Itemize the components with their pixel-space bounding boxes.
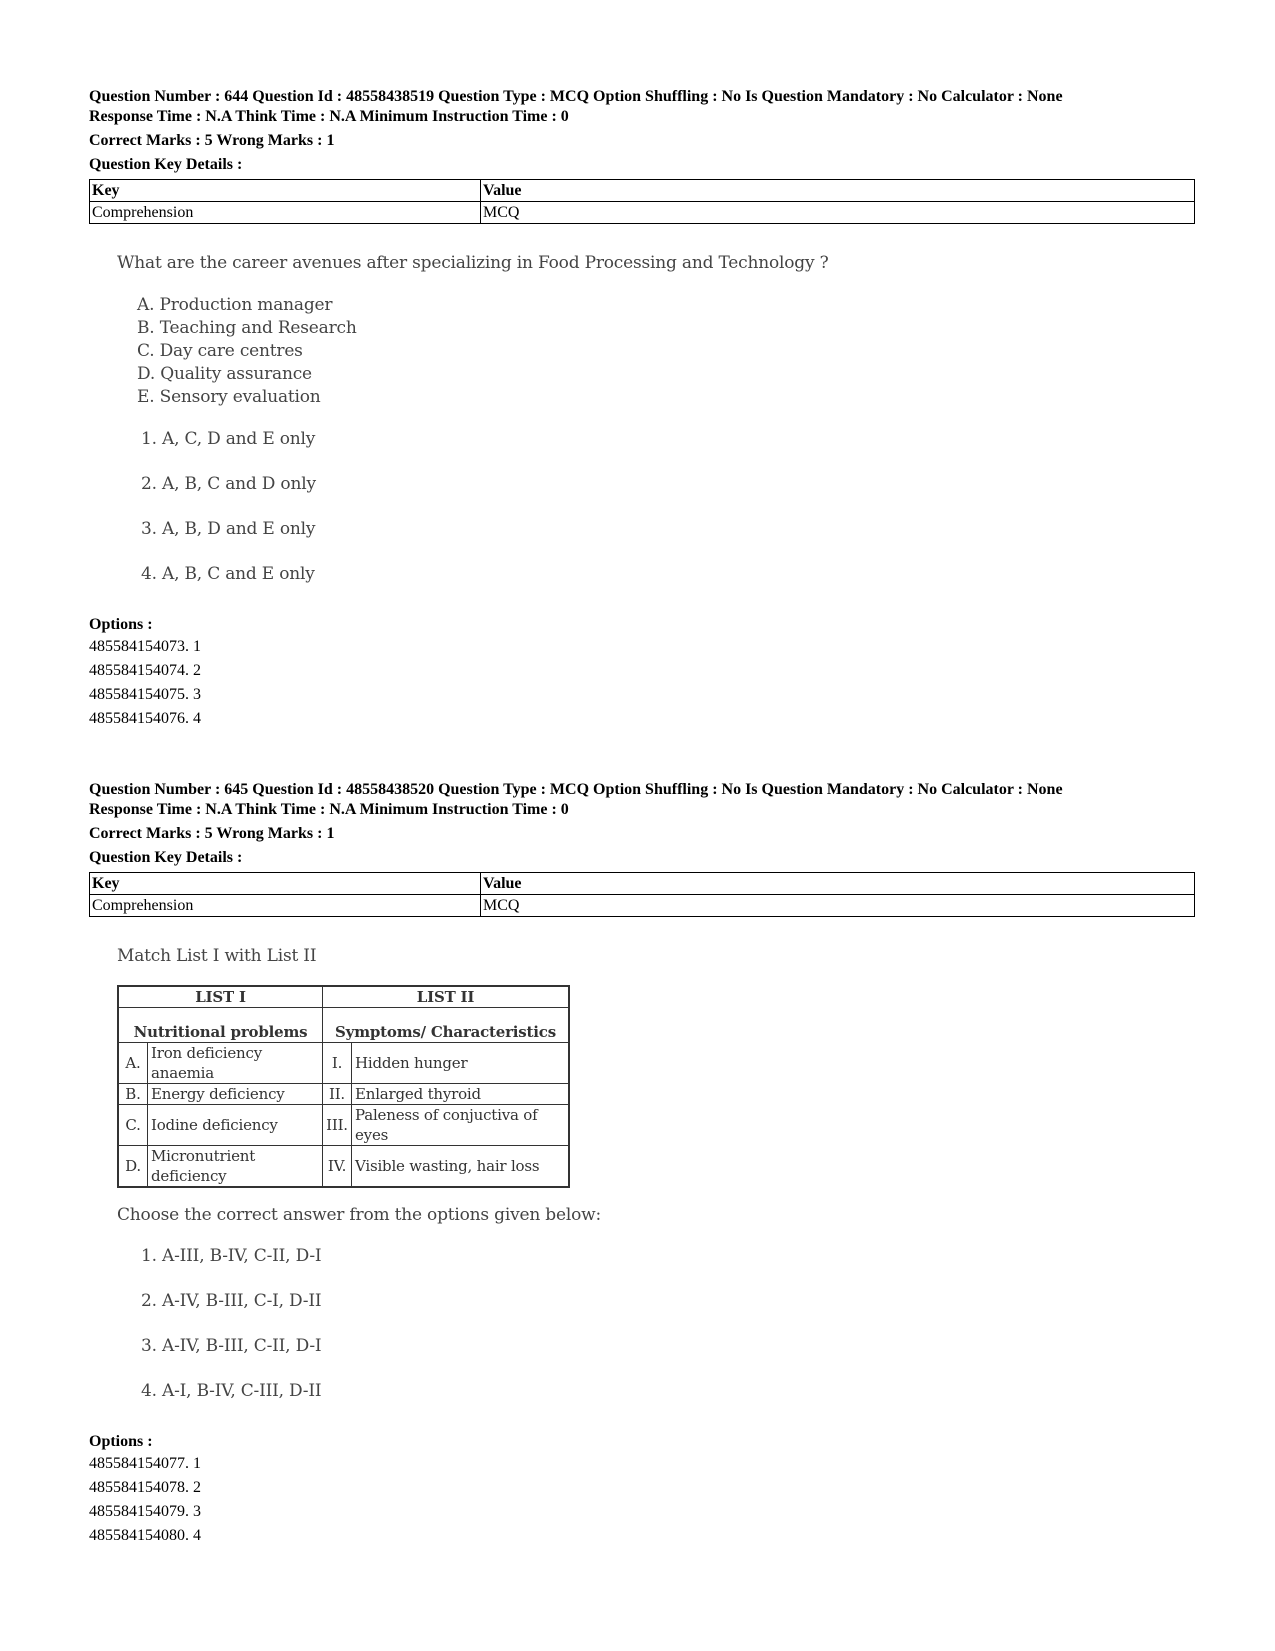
question-block-645 [89, 780, 1195, 1548]
list2-label: IV. [323, 1146, 352, 1188]
key-table-header-row [90, 873, 1195, 895]
question-block-644 [89, 87, 1195, 731]
choice-item: 1. A, C, D and E only [141, 429, 316, 449]
question-image [117, 945, 1195, 1402]
match-table-subtitle-row [118, 1008, 569, 1043]
value-cell: MCQ [481, 895, 1195, 917]
choice-item: 1. A-III, B-IV, C-II, D-I [141, 1246, 322, 1266]
match-table-title-row [118, 986, 569, 1008]
question-meta-line1: Question Number : 644 Question Id : 48558438519 Question Type : MCQ Option Shuffling : No Is Question Mandatory : No Calculator : None [89, 88, 1063, 105]
list2-label: I. [323, 1043, 352, 1084]
match-table-row [118, 1084, 569, 1105]
option-item: 485584154079. 3 [89, 1503, 201, 1520]
option-item: 485584154075. 3 [89, 686, 201, 703]
options-label: Options : [89, 1433, 153, 1450]
key-details-label: Question Key Details : [89, 156, 243, 173]
statement-item: A. Production manager [137, 295, 333, 315]
key-header: Key [90, 873, 481, 895]
list1-item: Iodine deficiency [148, 1105, 323, 1146]
list1-title: LIST I [118, 986, 323, 1008]
list1-label: A. [118, 1043, 148, 1084]
statement-item: C. Day care centres [137, 341, 303, 361]
list2-subtitle: Symptoms/ Characteristics [323, 1008, 570, 1043]
list2-title: LIST II [323, 986, 570, 1008]
choice-item: 3. A-IV, B-III, C-II, D-I [141, 1336, 322, 1356]
choice-list [141, 428, 1195, 585]
choice-list [141, 1245, 1195, 1402]
options-label: Options : [89, 616, 153, 633]
key-details-table [89, 179, 1195, 224]
match-table-row [118, 1043, 569, 1084]
match-list-table [117, 985, 570, 1188]
list2-label: III. [323, 1105, 352, 1146]
instruction-text: Choose the correct answer from the options given below: [117, 1205, 601, 1225]
key-details-label: Question Key Details : [89, 849, 243, 866]
key-table-header-row [90, 180, 1195, 202]
list1-item: Iron deficiency anaemia [148, 1043, 323, 1084]
list2-item: Hidden hunger [352, 1043, 570, 1084]
list1-item: Micronutrient deficiency [148, 1146, 323, 1188]
question-image [117, 252, 1195, 585]
choice-item: 4. A-I, B-IV, C-III, D-II [141, 1381, 322, 1401]
list1-label: B. [118, 1084, 148, 1105]
question-marks: Correct Marks : 5 Wrong Marks : 1 [89, 132, 335, 149]
list2-item: Enlarged thyroid [352, 1084, 570, 1105]
question-marks: Correct Marks : 5 Wrong Marks : 1 [89, 825, 335, 842]
option-item: 485584154074. 2 [89, 662, 201, 679]
key-cell: Comprehension [90, 202, 481, 224]
statement-list [137, 294, 1195, 409]
statement-item: D. Quality assurance [137, 364, 312, 384]
statement-item: E. Sensory evaluation [137, 387, 321, 407]
choice-item: 3. A, B, D and E only [141, 519, 316, 539]
match-table-row [118, 1146, 569, 1188]
question-text: Match List I with List II [117, 946, 317, 966]
question-meta-line2: Response Time : N.A Think Time : N.A Minimum Instruction Time : 0 [89, 801, 569, 818]
choice-item: 2. A-IV, B-III, C-I, D-II [141, 1291, 322, 1311]
value-header: Value [481, 873, 1195, 895]
choice-item: 4. A, B, C and E only [141, 564, 315, 584]
list1-label: D. [118, 1146, 148, 1188]
option-item: 485584154078. 2 [89, 1479, 201, 1496]
list2-item: Paleness of conjuctiva of eyes [352, 1105, 570, 1146]
key-table-row [90, 895, 1195, 917]
option-item: 485584154073. 1 [89, 638, 201, 655]
question-meta-line2: Response Time : N.A Think Time : N.A Minimum Instruction Time : 0 [89, 108, 569, 125]
list2-label: II. [323, 1084, 352, 1105]
statement-item: B. Teaching and Research [137, 318, 357, 338]
question-meta-line1: Question Number : 645 Question Id : 48558438520 Question Type : MCQ Option Shuffling : No Is Question Mandatory : No Calculator : None [89, 781, 1063, 798]
list1-subtitle: Nutritional problems [118, 1008, 323, 1043]
list1-label: C. [118, 1105, 148, 1146]
key-table-row [90, 202, 1195, 224]
match-table-row [118, 1105, 569, 1146]
key-details-table [89, 872, 1195, 917]
question-text: What are the career avenues after specializing in Food Processing and Technology ? [117, 253, 829, 273]
option-item: 485584154080. 4 [89, 1527, 201, 1544]
choice-item: 2. A, B, C and D only [141, 474, 316, 494]
option-item: 485584154077. 1 [89, 1455, 201, 1472]
value-header: Value [481, 180, 1195, 202]
key-header: Key [90, 180, 481, 202]
list2-item: Visible wasting, hair loss [352, 1146, 570, 1188]
option-item: 485584154076. 4 [89, 710, 201, 727]
key-cell: Comprehension [90, 895, 481, 917]
value-cell: MCQ [481, 202, 1195, 224]
list1-item: Energy deficiency [148, 1084, 323, 1105]
